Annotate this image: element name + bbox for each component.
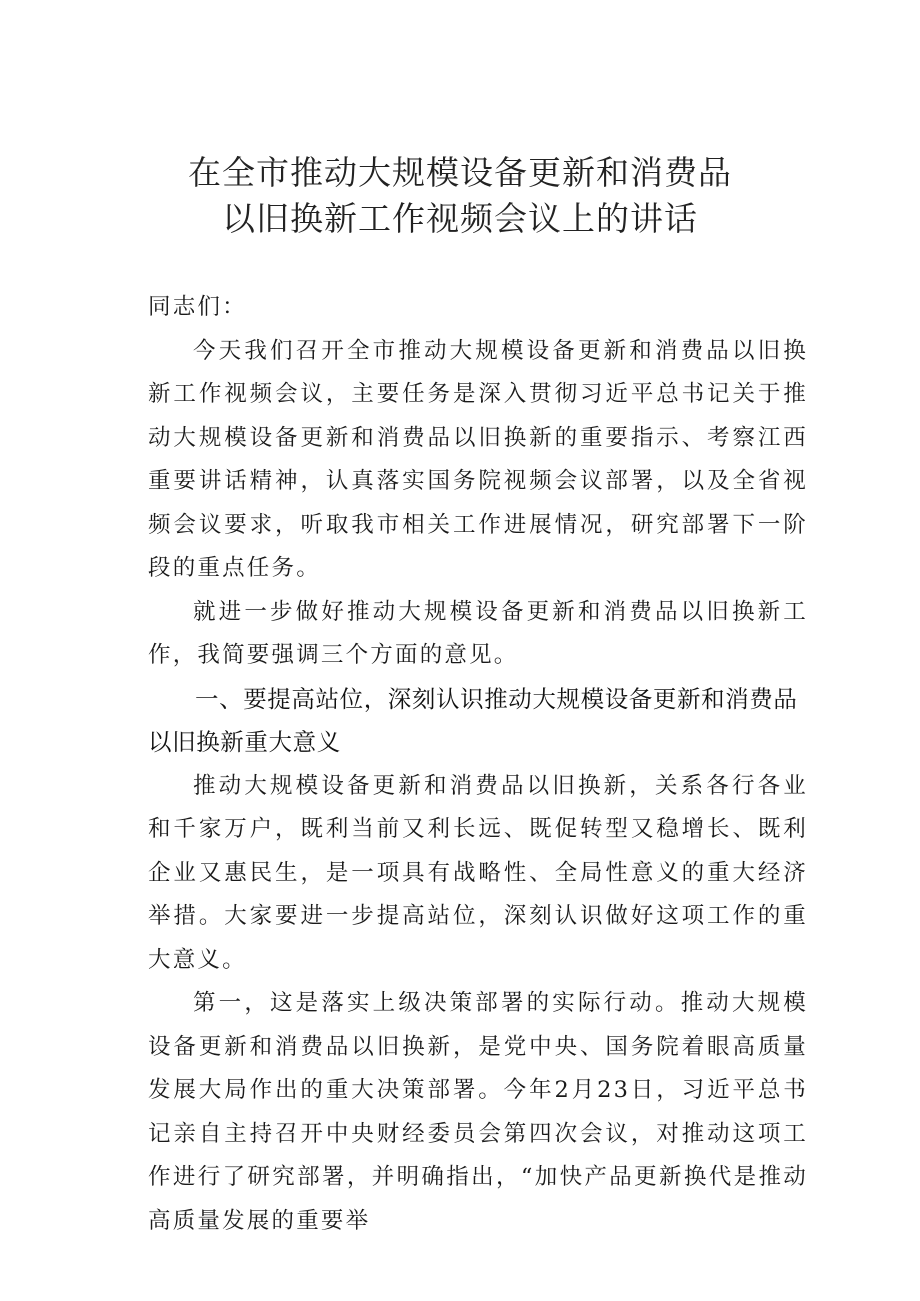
paragraph-outline: 就进一步做好推动大规模设备更新和消费品以旧换新工作，我简要强调三个方面的意见。	[148, 598, 808, 668]
title-line-2: 以旧换新工作视频会议上的讲话	[222, 199, 698, 238]
paragraph-first-point: 第一，这是落实上级决策部署的实际行动。推动大规模设备更新和消费品以旧换新，是党中央、国务院着眼高质量发展大局作出的重大决策部署。今年2月23日，习近平总书记亲自主持召开中央财经委员会第四次会议，对推动这项工作进行了研究部署，并明确指出，“加快产品更新换代是推动高质量发展的重要举	[148, 990, 808, 1234]
paragraph-intro: 今天我们召开全市推动大规模设备更新和消费品以旧换新工作视频会议，主要任务是深入贯彻习近平总书记关于推动大规模设备更新和消费品以旧换新的重要指示、考察江西重要讲话精神，认真落实国务院视频会议部署，以及全省视频会议要求，听取我市相关工作进展情况，研究部署下一阶段的重点任务。	[148, 337, 808, 581]
salutation: 同志们：	[148, 294, 247, 320]
page-title	[100, 150, 820, 242]
section-heading-1: 一、要提高站位，深刻认识推动大规模设备更新和消费品以旧换新重大意义	[148, 684, 798, 756]
document-body	[148, 286, 808, 1243]
paragraph-significance: 推动大规模设备更新和消费品以旧换新，关系各行各业和千家万户，既利当前又利长远、既促转型又稳增长、既利企业又惠民生，是一项具有战略性、全局性意义的重大经济举措。大家要进一步提高站位，深刻认识做好这项工作的重大意义。	[148, 772, 808, 973]
title-line-1: 在全市推动大规模设备更新和消费品	[188, 153, 732, 192]
